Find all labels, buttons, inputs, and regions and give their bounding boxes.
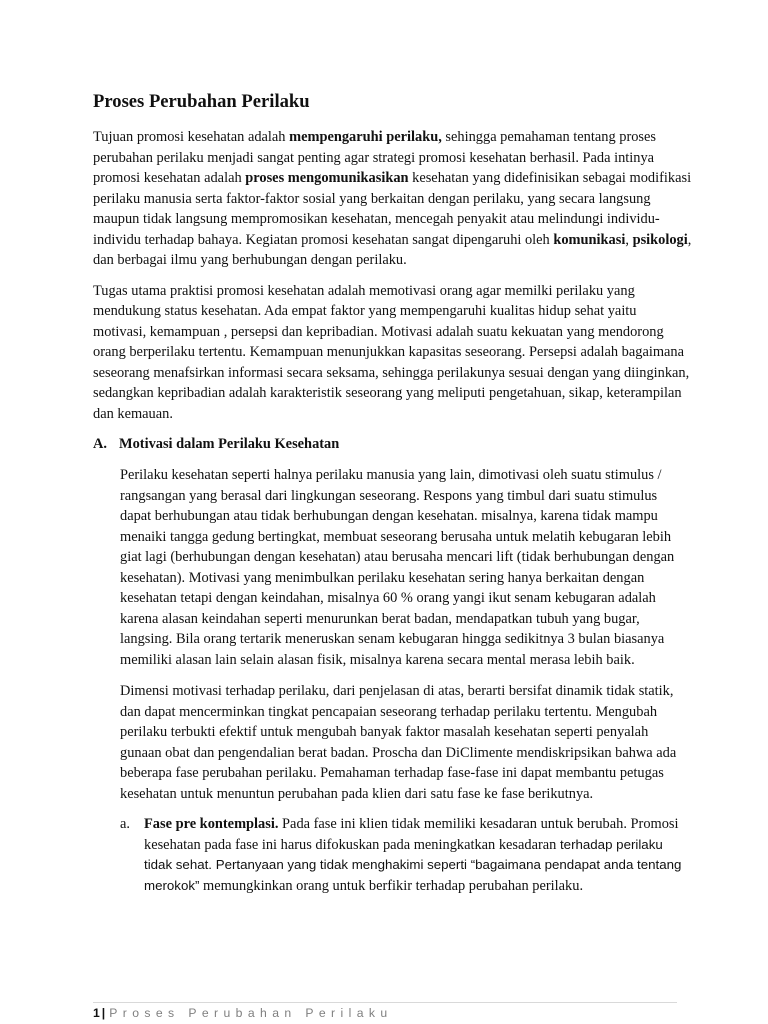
page-number: 1 (93, 1006, 100, 1020)
page-footer (93, 1002, 677, 1020)
footer-title: Proses Perubahan Perilaku (109, 1006, 393, 1020)
bold-run: komunikasi (553, 231, 626, 248)
paragraph-dimensi: Dimensi motivasi terhadap perilaku, dari penjelasan di atas, berarti bersifat dinamik tidak statik, dan dapat mencerminkan tingkat pencapaian seseorang terhadap perilaku tertentu. Mengubah perilaku terbukti efektif untuk mengubah banyak faktor masalah kesehatan seperti penyalah gunaan obat dan pengendalian berat badan. Proscha dan DiClimente mendiskripsikan bahwa ada beberapa fase perubahan perilaku. Pemahaman terhadap fase-fase ini dapat membantu petugas kesehatan untuk menuntun perubahan pada klien dari satu fase ke fase berikutnya. (120, 683, 677, 802)
text-run: , dan berbagai ilmu yang berhubungan dengan perilaku. (93, 231, 692, 268)
document-body (93, 90, 693, 896)
text-run-alt-font: terhadap perilaku tidak sehat. Pertanyaan yang tidak menghakimi seperti “bagaimana pendapat anda tentang merokok” (144, 836, 682, 893)
text-run: kesehatan yang didefinisikan sebagai modifikasi perilaku manusia serta faktor-faktor sosial yang berkaitan dengan perilaku, yang secara langsung maupun tidak langsung mempromosikan kesehatan, mencegah penyakit atau melindungi individu-individu terhadap bahaya. Kegiatan promosi kesehatan sangat dipengaruhi oleh (93, 170, 692, 248)
page-title: Proses Perubahan Perilaku (93, 91, 310, 112)
list-letter: a. (120, 816, 130, 832)
list-item-text (144, 814, 685, 896)
footer-separator: | (101, 1006, 106, 1020)
text-run: Pada fase ini klien tidak memiliki kesadaran untuk berubah. Promosi kesehatan pada fase ini harus difokuskan pada meningkatkan kesadaran (144, 816, 679, 853)
section-title: Motivasi dalam Perilaku Kesehatan (119, 436, 340, 452)
text-run: Tujuan promosi kesehatan adalah (93, 129, 290, 145)
text-run: memungkinkan orang untuk berfikir terhadap perubahan perilaku. (199, 877, 584, 894)
bold-run: Fase pre kontemplasi. (144, 816, 279, 832)
text-run: , (625, 231, 633, 248)
bold-run: mempengaruhi perilaku, (289, 129, 442, 145)
section-letter: A. (93, 436, 107, 452)
paragraph-tugas: Tugas utama praktisi promosi kesehatan adalah memotivasi orang agar memilki perilaku yang mendukung status kesehatan. Ada empat faktor yang mempengaruhi kualitas hidup sehat yaitu motivasi, kemampuan , persepsi dan kepribadian. Motivasi adalah suatu kekuatan yang mendorong orang berperilaku tertentu. Kemampuan menunjukkan kapasitas seseorang. Persepsi adalah bagaimana seseorang menafsirkan informasi secara seksama, sehingga perilakunya sesuai dengan yang diinginkan, sedangkan kepribadian adalah karakteristik seseorang yang meliputi pengetahuan, sikap, keterampilan dan kemauan. (93, 282, 690, 422)
paragraph-motivasi: Perilaku kesehatan seperti halnya perilaku manusia yang lain, dimotivasi oleh suatu stimulus / rangsangan yang berasal dari lingkungan seseorang. Respons yang timbul dari suatu stimulus dapat berhubungan atau tidak berhubungan dengan kesehatan. misalnya, karena tidak mampu menaiki tangga gedung bertingkat, membuat seseorang berusaha untuk melatih kebugaran lebih giat lagi (berhubungan dengan kesehatan) atau berusaha mencari lift (tidak berhubungan dengan kesehatan). Motivasi yang menimbulkan perilaku kesehatan sering hanya berkaitan dengan kesehatan tetapi dengan keindahan, misalnya 60 % orang yangi ikut senam kebugaran adalah karena alasan keindahan seperti menurunkan berat badan, mendapatkan tubuh yang bugar, langsing. Bila orang tertarik meneruskan senam kebugaran hingga sedikitnya 3 bulan biasanya memiliki alasan lain selain alasan fisik, misalnya karena secara mental merasa lebih baik. (120, 467, 675, 668)
paragraph-intro (93, 127, 693, 271)
list-item-a (120, 814, 685, 896)
text-run: sehingga pemahaman tentang proses perubahan perilaku menjadi sangat penting agar strategi promosi kesehatan berhasil. Pada intinya promosi kesehatan adalah (93, 129, 657, 186)
bold-run: psikologi (632, 231, 688, 248)
bold-run: proses mengomunikasikan (245, 170, 409, 186)
section-heading-a (93, 434, 693, 454)
